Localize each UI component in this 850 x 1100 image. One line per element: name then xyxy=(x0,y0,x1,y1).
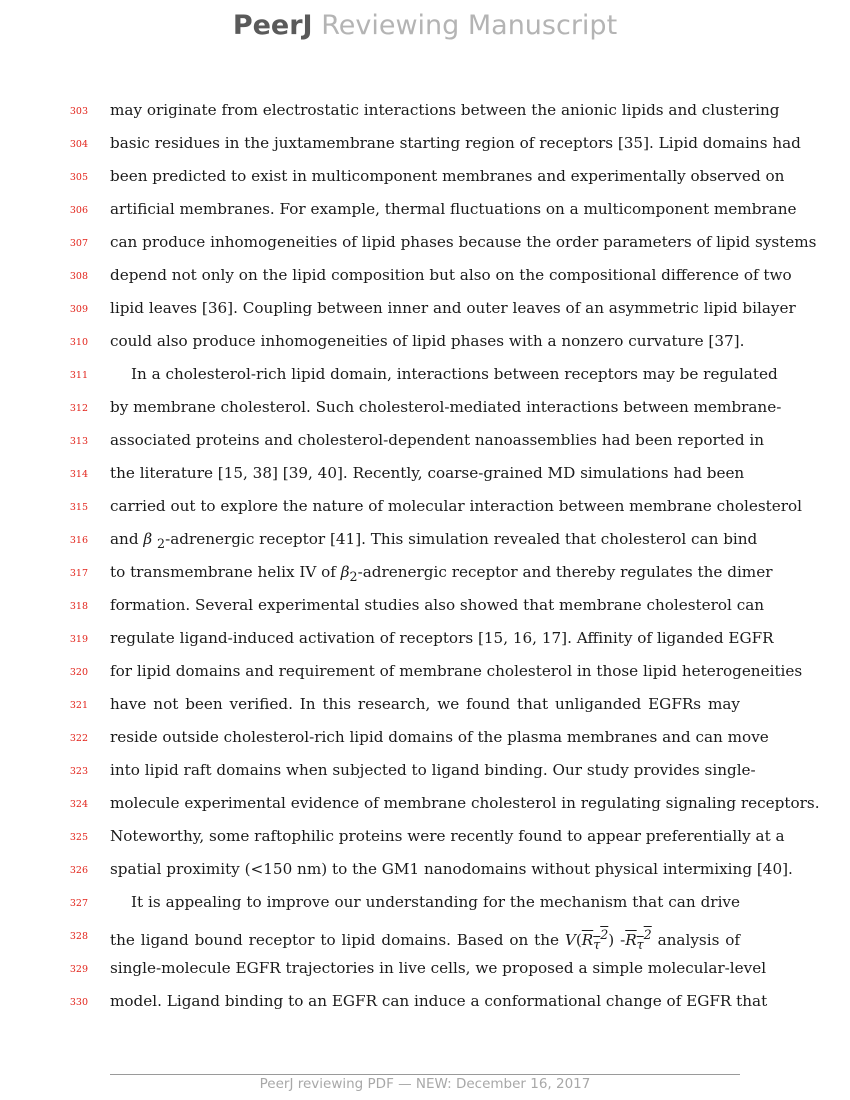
page-footer: PeerJ reviewing PDF — NEW: December 16, 2017 xyxy=(259,1076,591,1092)
math-symbol: R xyxy=(581,931,594,950)
line-text: reside outside cholesterol-rich lipid domains of the plasma membranes and can move xyxy=(110,728,769,746)
line-number: 307 xyxy=(69,238,88,249)
footer-divider xyxy=(110,1074,740,1075)
line-text: In a cholesterol-rich lipid domain, interactions between receptors may be regulated xyxy=(131,365,778,383)
header-subtitle: Reviewing Manuscript xyxy=(321,10,618,41)
subscript: τ xyxy=(593,937,601,953)
text-line xyxy=(0,791,850,824)
text-line xyxy=(0,659,850,692)
line-number: 304 xyxy=(69,139,88,150)
text-run: the ligand bound receptor to lipid domains. Based on the xyxy=(110,931,565,950)
line-text: Noteworthy, some raftophilic proteins were recently found to appear preferentially at a xyxy=(110,827,785,845)
line-text: depend not only on the lipid composition but also on the compositional difference of two xyxy=(110,266,792,284)
line-number: 312 xyxy=(69,403,88,414)
text-line xyxy=(0,560,850,593)
journal-brand: PeerJ xyxy=(232,10,313,41)
line-number: 316 xyxy=(69,535,88,546)
text-run: -adrenergic receptor and thereby regulates the dimer xyxy=(357,563,773,581)
text-line xyxy=(0,197,850,230)
line-number: 321 xyxy=(69,700,88,711)
line-text xyxy=(110,529,758,554)
line-number: 308 xyxy=(69,271,88,282)
text-line xyxy=(0,890,850,923)
line-text: associated proteins and cholesterol-dependent nanoassemblies had been reported in xyxy=(110,431,765,449)
math-variable: V xyxy=(564,931,576,950)
math-variable xyxy=(625,927,652,953)
line-number: 325 xyxy=(69,832,88,843)
greek-symbol: β xyxy=(340,563,350,581)
line-text: artificial membranes. For example, thermal fluctuations on a multicomponent membrane xyxy=(110,200,797,218)
line-text: lipid leaves [36]. Coupling between inner and outer leaves of an asymmetric lipid bilayer xyxy=(110,299,796,317)
text-line xyxy=(0,626,850,659)
line-text: been predicted to exist in multicomponent membranes and experimentally observed on xyxy=(110,167,785,185)
text-run: and xyxy=(110,530,144,548)
line-number: 324 xyxy=(69,799,88,810)
line-number: 329 xyxy=(69,964,88,975)
text-line xyxy=(0,395,850,428)
text-line xyxy=(0,263,850,296)
line-text: molecule experimental evidence of membrane cholesterol in regulating signaling receptors. xyxy=(110,794,820,812)
text-line xyxy=(0,857,850,890)
line-text: formation. Several experimental studies also showed that membrane cholesterol can xyxy=(110,596,765,614)
text-line xyxy=(0,362,850,395)
line-number: 314 xyxy=(69,469,88,480)
superscript: 2 xyxy=(643,927,652,942)
line-text: the ligand bound receptor to lipid domains. Based on the $V(R_\tau^2)$ $-R_\tau^2$ analysis of xyxy=(110,927,740,953)
line-text: can produce inhomogeneities of lipid phases because the order parameters of lipid systems xyxy=(110,233,817,251)
text-line xyxy=(0,989,850,1022)
text-run: - xyxy=(614,931,626,950)
line-number: 327 xyxy=(69,898,88,909)
text-line xyxy=(0,98,850,131)
math-variable xyxy=(581,927,609,953)
line-text: into lipid raft domains when subjected to ligand binding. Our study provides single- xyxy=(110,761,756,779)
text-line xyxy=(0,725,850,758)
text-line xyxy=(0,494,850,527)
line-text: the literature [15, 38] [39, 40]. Recently, coarse-grained MD simulations had been xyxy=(110,464,745,482)
line-number: 320 xyxy=(69,667,88,678)
line-text: for lipid domains and requirement of membrane cholesterol in those lipid heterogeneities xyxy=(110,662,803,680)
line-number: 311 xyxy=(69,370,88,381)
subscript: 2 xyxy=(349,569,358,585)
text-line xyxy=(0,461,850,494)
line-text: model. Ligand binding to an EGFR can induce a conformational change of EGFR that xyxy=(110,992,768,1010)
text-line xyxy=(0,131,850,164)
line-text xyxy=(110,562,773,587)
line-number: 313 xyxy=(69,436,88,447)
text-line xyxy=(0,527,850,560)
line-number: 322 xyxy=(69,733,88,744)
superscript: 2 xyxy=(600,927,609,942)
page-header xyxy=(0,8,850,44)
text-line xyxy=(0,296,850,329)
line-text: have not been verified. In this research, we found that unliganded EGFRs may xyxy=(110,695,740,713)
line-number: 317 xyxy=(69,568,88,579)
line-number: 323 xyxy=(69,766,88,777)
text-line xyxy=(0,923,850,956)
line-text: spatial proximity (<150 nm) to the GM1 nanodomains without physical intermixing [40]. xyxy=(110,860,793,878)
line-number: 315 xyxy=(69,502,88,513)
subscript: 2 xyxy=(157,536,166,552)
line-number: 326 xyxy=(69,865,88,876)
line-text: carried out to explore the nature of molecular interaction between membrane cholesterol xyxy=(110,497,803,515)
line-number: 306 xyxy=(69,205,88,216)
line-number: 305 xyxy=(69,172,88,183)
line-number: 328 xyxy=(69,931,88,942)
text-line xyxy=(0,692,850,725)
line-number: 319 xyxy=(69,634,88,645)
line-text: It is appealing to improve our understanding for the mechanism that can drive xyxy=(131,893,740,911)
text-line xyxy=(0,164,850,197)
text-line xyxy=(0,329,850,362)
text-line xyxy=(0,824,850,857)
text-run: -adrenergic receptor [41]. This simulation revealed that cholesterol can bind xyxy=(165,530,758,548)
line-text: basic residues in the juxtamembrane starting region of receptors [35]. Lipid domains had xyxy=(110,134,801,152)
text-line xyxy=(0,428,850,461)
line-text: single-molecule EGFR trajectories in live cells, we proposed a simple molecular-level xyxy=(110,959,767,977)
line-text: may originate from electrostatic interactions between the anionic lipids and clustering xyxy=(110,101,780,119)
line-text: by membrane cholesterol. Such cholesterol-mediated interactions between membrane- xyxy=(110,398,782,416)
text-run: analysis of xyxy=(651,931,740,950)
text-line xyxy=(0,956,850,989)
text-line xyxy=(0,230,850,263)
line-number: 330 xyxy=(69,997,88,1008)
text-line xyxy=(0,593,850,626)
line-number: 318 xyxy=(69,601,88,612)
math-symbol: R xyxy=(625,931,637,950)
text-line xyxy=(0,758,850,791)
text-run: to transmembrane helix IV of xyxy=(110,563,341,581)
line-number: 309 xyxy=(69,304,88,315)
greek-symbol: β xyxy=(143,530,153,548)
line-text: could also produce inhomogeneities of lipid phases with a nonzero curvature [37]. xyxy=(110,332,745,350)
subscript: τ xyxy=(636,937,644,953)
line-text: regulate ligand-induced activation of receptors [15, 16, 17]. Affinity of liganded EGFR xyxy=(110,629,774,647)
line-number: 310 xyxy=(69,337,88,348)
line-number: 303 xyxy=(69,106,88,117)
